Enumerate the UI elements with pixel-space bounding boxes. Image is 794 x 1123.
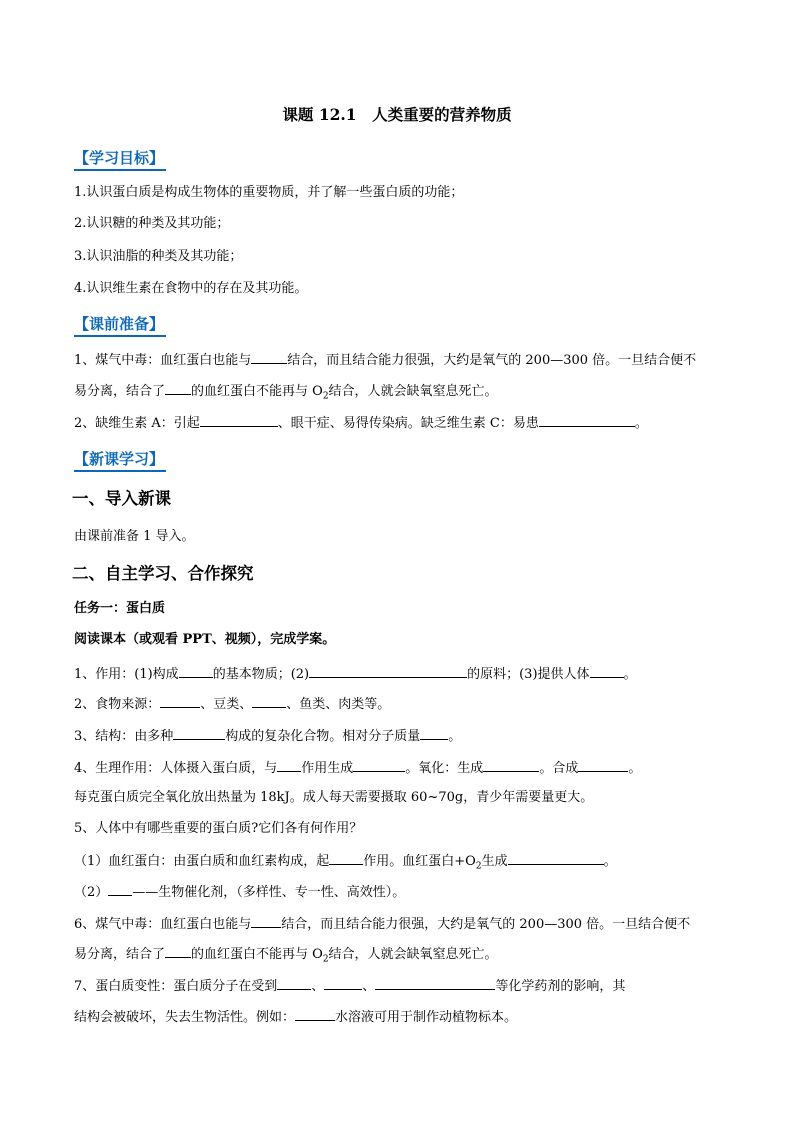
answer-blank[interactable] xyxy=(173,726,225,740)
answer-blank[interactable] xyxy=(251,350,287,364)
answer-blank[interactable] xyxy=(277,758,301,772)
answer-blank[interactable] xyxy=(309,664,467,678)
section-heading-new-lesson: 【新课学习】 xyxy=(74,448,166,472)
answer-blank[interactable] xyxy=(420,726,448,740)
part-1-text: 由课前准备 1 导入。 xyxy=(74,529,195,544)
objective-item: 3.认识油脂的种类及其功能； xyxy=(74,249,243,264)
part-1-title: 一、导入新课 xyxy=(72,489,171,508)
prep-question-1-line-1: 1、煤气中毒：血红蛋白也能与 结合，而且结合能力很强，大约是氧气的 200—300 倍。一旦结合便不 xyxy=(74,350,696,370)
answer-blank[interactable] xyxy=(165,944,191,958)
page-title: 课题 12.1 人类重要的营养物质 xyxy=(282,105,512,124)
section-heading-objectives: 【学习目标】 xyxy=(74,147,166,171)
task-1-title: 任务一：蛋白质 xyxy=(74,601,166,616)
question-7-line-1: 7、蛋白质变性：蛋白质分子在受到 、 、 等化学药剂的影响，其 xyxy=(74,976,625,996)
question-6-line-2: 易分离，结合了 的血红蛋白不能再与 $O_2$结合，人就会缺氧窒息死亡。 xyxy=(74,944,498,969)
answer-blank[interactable] xyxy=(353,758,405,772)
answer-blank[interactable] xyxy=(165,381,191,395)
objective-item: 4.认识维生素在食物中的存在及其功能。 xyxy=(74,281,308,296)
question-5: 5、人体中有哪些重要的蛋白质?它们各有何作用？ xyxy=(74,821,363,836)
part-2-title: 二、自主学习、合作探究 xyxy=(72,564,254,583)
answer-blank[interactable] xyxy=(252,694,286,708)
answer-blank[interactable] xyxy=(539,413,635,427)
prep-question-2: 2、缺维生素 A：引起 、眼干症、易得传染病。缺乏维生素 C：易患 。 xyxy=(74,413,648,433)
reading-instruction: 阅读课本（或观看 PPT、视频），完成学案。 xyxy=(74,632,336,647)
answer-blank[interactable] xyxy=(324,976,362,990)
question-5-item-1: （1）血红蛋白：由蛋白质和血红素构成，起 作用。血红蛋白$+O_2$生成 。 xyxy=(74,851,617,876)
answer-blank[interactable] xyxy=(200,413,278,427)
answer-blank[interactable] xyxy=(160,694,200,708)
question-5-item-2: （2） ——生物催化剂，（多样性、专一性、高效性）。 xyxy=(74,882,405,902)
answer-blank[interactable] xyxy=(483,758,539,772)
answer-blank[interactable] xyxy=(179,664,213,678)
question-6-line-1: 6、煤气中毒：血红蛋白也能与 结合，而且结合能力很强，大约是氧气的 200—300 倍。一旦结合便不 xyxy=(74,914,690,934)
section-heading-prep: 【课前准备】 xyxy=(74,313,166,337)
answer-blank[interactable] xyxy=(108,882,132,896)
answer-blank[interactable] xyxy=(375,976,495,990)
question-7-line-2: 结构会被破坏，失去生物活性。例如： 水溶液可用于制作动植物标本。 xyxy=(74,1007,517,1027)
answer-blank[interactable] xyxy=(251,914,281,928)
question-3: 3、结构：由多种 构成的复杂化合物。相对分子质量 。 xyxy=(74,726,461,746)
question-1: 1、作用：(1)构成 的基本物质；(2) 的原料；(3)提供人体 。 xyxy=(74,664,637,684)
answer-blank[interactable] xyxy=(578,758,628,772)
objective-item: 1.认识蛋白质是构成生物体的重要物质，并了解一些蛋白质的功能； xyxy=(74,185,464,200)
objective-item: 2.认识糖的种类及其功能； xyxy=(74,216,230,231)
question-4-note: 每克蛋白质完全氧化放出热量为 18kJ。成人每天需要摄取 60~70g，青少年需要量更大。 xyxy=(74,790,594,805)
question-4: 4、生理作用：人体摄入蛋白质，与 作用生成 。氧化：生成 。合成 。 xyxy=(74,758,641,778)
answer-blank[interactable] xyxy=(590,664,624,678)
prep-question-1-line-2: 易分离，结合了 的血红蛋白不能再与 $O_2$结合，人就会缺氧窒息死亡。 xyxy=(74,381,498,406)
answer-blank[interactable] xyxy=(295,1007,335,1021)
answer-blank[interactable] xyxy=(508,851,604,865)
answer-blank[interactable] xyxy=(277,976,311,990)
question-2: 2、食物来源： 、豆类、 、鱼类、肉类等。 xyxy=(74,694,390,714)
answer-blank[interactable] xyxy=(329,851,363,865)
